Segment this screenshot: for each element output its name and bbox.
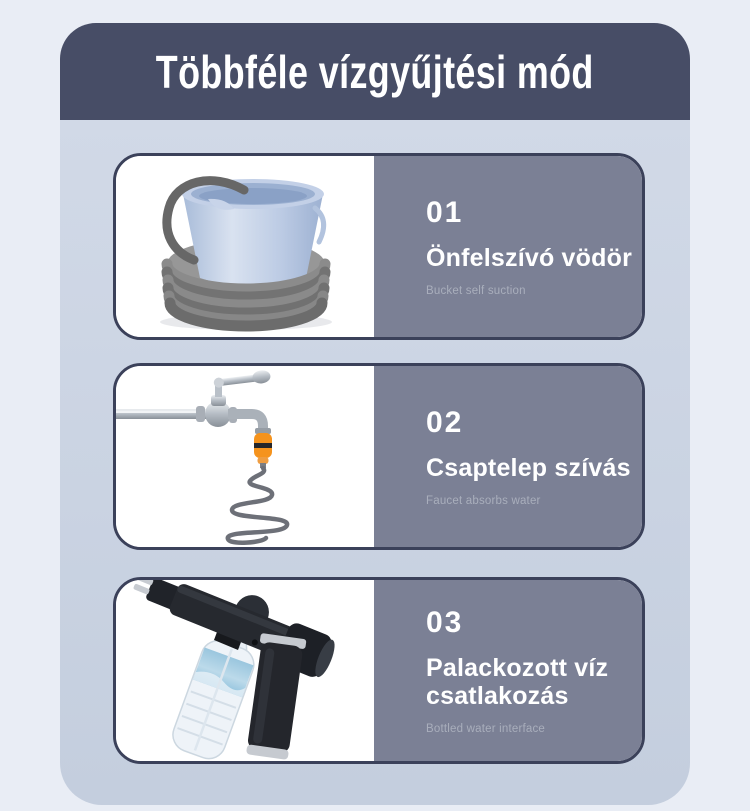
card-3-subtitle: Bottled water interface xyxy=(426,723,546,736)
spray-gun-with-bottle-icon xyxy=(116,580,374,761)
bucket-in-hose-coil-icon xyxy=(116,156,374,337)
method-card-1 xyxy=(113,153,645,340)
card-1-info xyxy=(374,156,642,337)
method-card-2 xyxy=(113,363,645,550)
card-3-image-area xyxy=(116,580,374,761)
spray-gun-handle xyxy=(244,633,307,760)
card-2-info xyxy=(374,366,642,547)
card-1-image-area xyxy=(116,156,374,337)
header-banner xyxy=(60,23,690,120)
card-2-subtitle: Faucet absorbs water xyxy=(426,495,541,508)
content-panel xyxy=(60,120,690,805)
page-title: Többféle vízgyűjtési mód xyxy=(156,45,594,98)
card-1-title: Önfelszívó vödör xyxy=(426,243,633,272)
card-3-number: 03 xyxy=(426,605,464,639)
faucet-with-spiral-hose-icon xyxy=(116,366,374,547)
card-2-image-area xyxy=(116,366,374,547)
faucet xyxy=(116,369,271,434)
card-1-subtitle: Bucket self suction xyxy=(426,285,526,298)
card-2-title: Csaptelep szívás xyxy=(426,453,631,482)
method-card-3 xyxy=(113,577,645,764)
card-3-info xyxy=(374,580,642,761)
card-2-number: 02 xyxy=(426,405,464,439)
bucket xyxy=(182,179,324,286)
spiral-hose xyxy=(228,468,287,543)
card-3-title: Palackozott víz csatlakozás xyxy=(426,653,609,710)
orange-connector xyxy=(254,433,272,468)
card-1-number: 01 xyxy=(426,195,464,229)
